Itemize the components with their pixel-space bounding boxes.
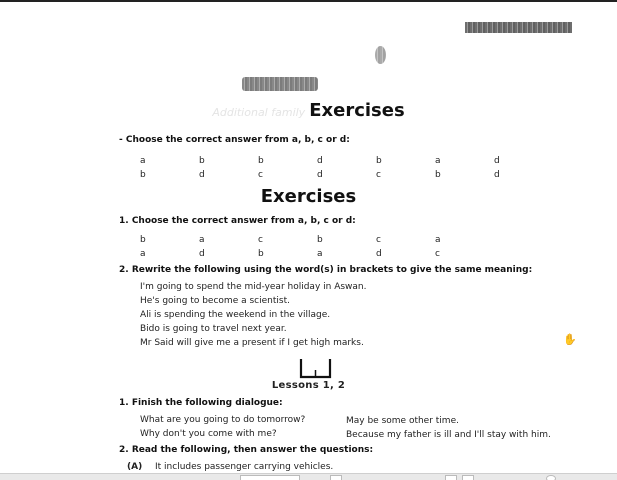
hand-cursor-icon: ✋ [563, 333, 577, 346]
answer-cell: a [140, 249, 146, 259]
answer-cell: a [317, 249, 323, 259]
section2-q2-instruction: 2. Rewrite the following using the word(s) in brackets to give the same meaning: [119, 265, 533, 275]
answer-cell: c [376, 235, 381, 245]
toolbar-button[interactable] [546, 475, 556, 480]
section1-answers-row-2 [0, 170, 617, 182]
answer-cell: a [199, 235, 205, 245]
answer-cell: b [258, 249, 264, 259]
toolbar-button[interactable] [445, 475, 457, 480]
answer-cell: d [199, 249, 205, 259]
rewrite-sentence: He's going to become a scientist. [140, 296, 290, 306]
answer-cell: d [199, 170, 205, 180]
section2-answers-row-2 [0, 249, 617, 261]
toolbar-button[interactable] [330, 475, 342, 480]
answer-cell: b [140, 170, 146, 180]
answer-cell: a [435, 235, 441, 245]
part-a-label: (A) [127, 462, 143, 472]
answer-cell: b [435, 170, 441, 180]
answer-cell: c [435, 249, 440, 259]
part-a-text: It includes passenger carrying vehicles. [155, 462, 334, 472]
section1-heading-line [0, 100, 617, 121]
section2-heading: Exercises [260, 186, 357, 207]
toolbar-button[interactable] [462, 475, 474, 480]
dialogue-line-left: What are you going to do tomorrow? [140, 415, 306, 425]
answer-cell: b [140, 235, 146, 245]
dialogue-line-right: Because my father is ill and I'll stay with him. [346, 430, 551, 440]
answer-cell: a [435, 156, 441, 166]
section1-instruction: - Choose the correct answer from a, b, c or d: [119, 135, 350, 145]
dialogue-line-right: May be some other time. [346, 416, 459, 426]
rewrite-sentence: Bido is going to travel next year. [140, 324, 287, 334]
rewrite-sentence: Ali is spending the weekend in the village. [140, 310, 331, 320]
answer-cell: d [317, 170, 323, 180]
section1-heading: Exercises [309, 100, 405, 121]
section-badge-artifact [242, 77, 318, 91]
lessons-q1-instruction: 1. Finish the following dialogue: [119, 398, 283, 408]
answer-cell: d [376, 249, 382, 259]
answer-cell: a [140, 156, 146, 166]
answer-cell: c [258, 235, 263, 245]
lessons-title: Lessons 1, 2 [271, 380, 346, 391]
viewer-toolbar[interactable] [0, 473, 617, 480]
answer-cell: d [494, 170, 500, 180]
top-rule [0, 0, 617, 2]
answer-cell: c [258, 170, 263, 180]
answer-cell: b [317, 235, 323, 245]
answer-cell: b [258, 156, 264, 166]
section2-answers-row-1 [0, 235, 617, 247]
answer-cell: d [494, 156, 500, 166]
section2-q1-instruction: 1. Choose the correct answer from a, b, c or d: [119, 216, 356, 226]
answer-cell: c [376, 170, 381, 180]
answer-cell: d [317, 156, 323, 166]
dialogue-line-left: Why don't you come with me? [140, 429, 277, 439]
lessons-q2-instruction: 2. Read the following, then answer the questions: [119, 445, 374, 455]
section1-heading-prefix: Additional family [212, 106, 306, 119]
answer-cell: b [376, 156, 382, 166]
page-number-input[interactable] [240, 475, 300, 480]
rewrite-sentence: I'm going to spend the mid-year holiday in Aswan. [140, 282, 367, 292]
header-scan-artifact [465, 22, 572, 33]
answer-cell: b [199, 156, 205, 166]
ink-spot-artifact [375, 46, 386, 64]
open-book-icon [299, 358, 332, 380]
section1-answers-row-1 [0, 156, 617, 168]
rewrite-sentence: Mr Said will give me a present if I get high marks. [140, 338, 364, 348]
